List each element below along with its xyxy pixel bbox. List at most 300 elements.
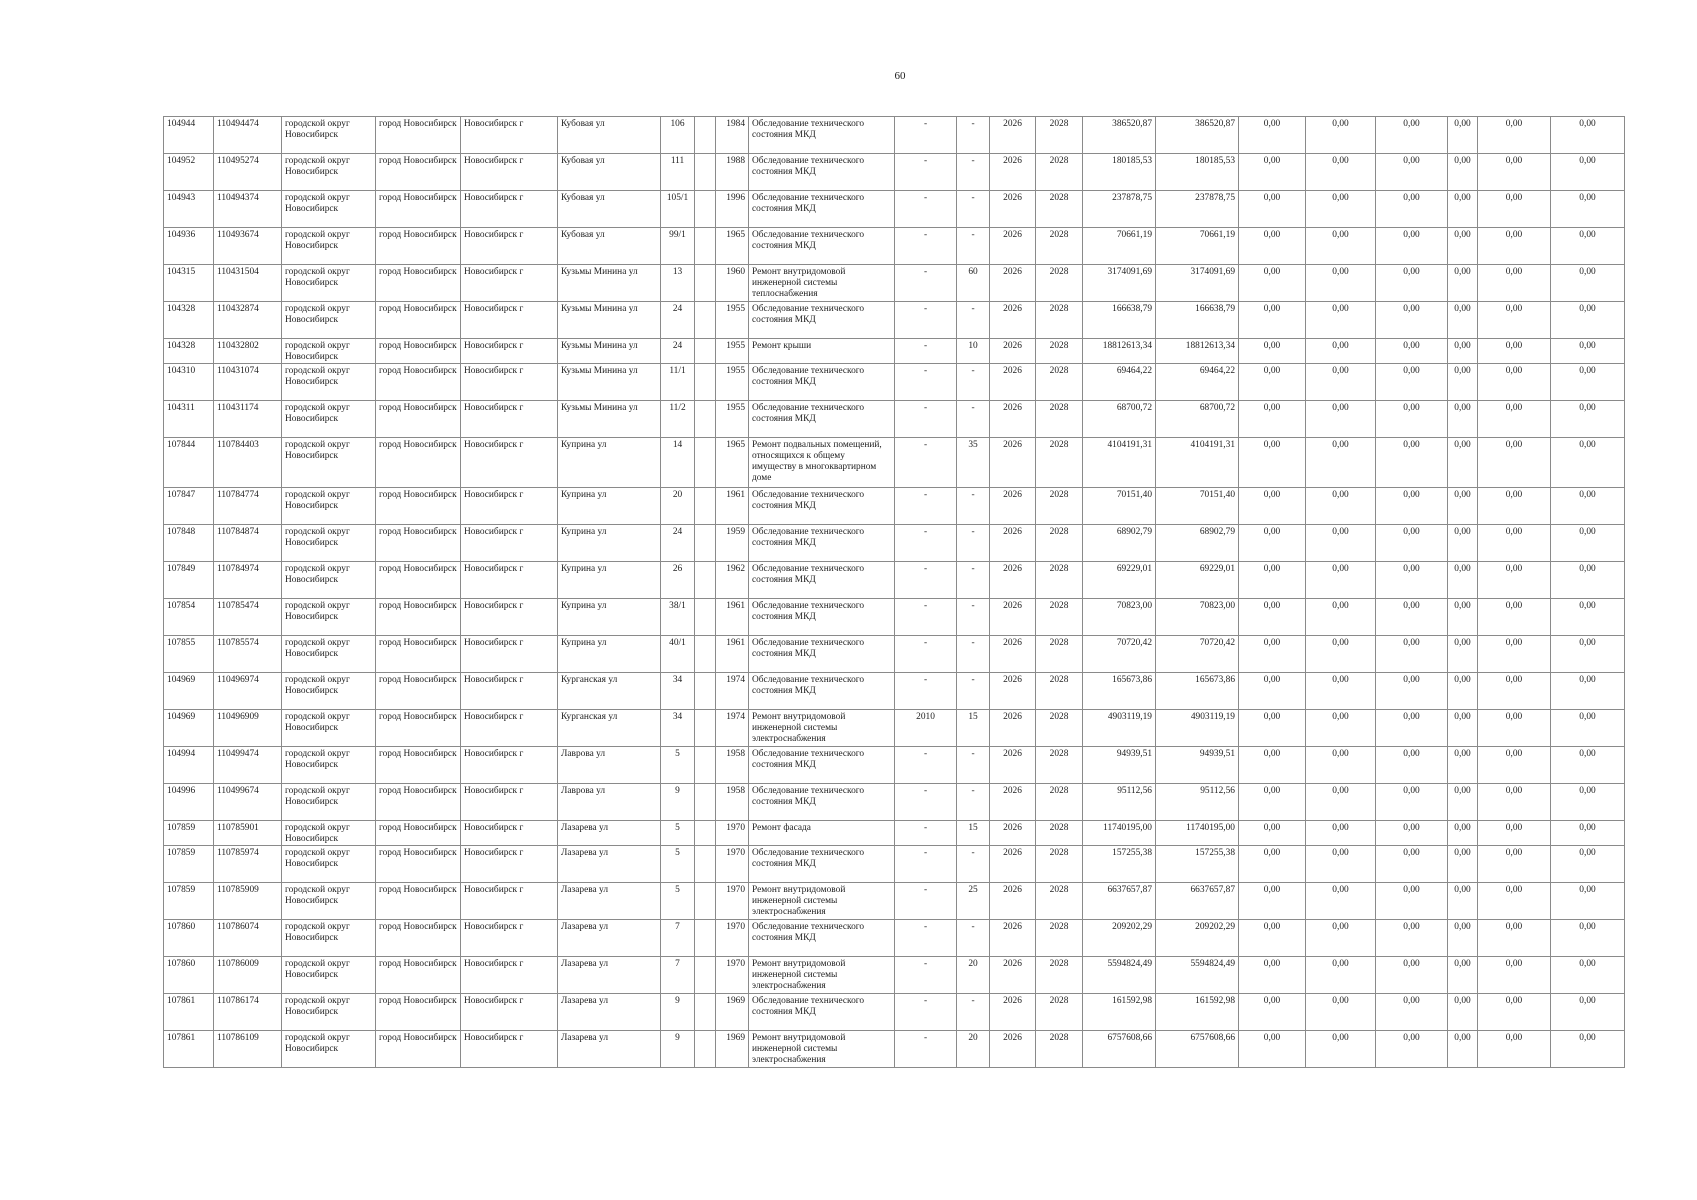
cell-regional-funds: 0,00 xyxy=(1306,265,1376,302)
cell-end-year: 2028 xyxy=(1036,821,1083,846)
cell-building xyxy=(695,154,716,191)
cell-work-code: 110499674 xyxy=(214,784,282,821)
cell-federal-funds: 0,00 xyxy=(1239,920,1306,957)
cell-local-funds: 0,00 xyxy=(1376,339,1448,364)
cell-reserve-funds: 0,00 xyxy=(1551,710,1625,747)
cell-settlement: город Новосибирск xyxy=(376,191,461,228)
cell-local-funds: 0,00 xyxy=(1376,957,1448,994)
cell-owner-funds: 0,00 xyxy=(1478,488,1551,525)
cell-work-type: Обследование технического состояния МКД xyxy=(749,228,895,265)
cell-building xyxy=(695,920,716,957)
cell-street: Лазарева ул xyxy=(558,1031,661,1068)
table-row xyxy=(164,599,1625,636)
cell-street: Лазарева ул xyxy=(558,920,661,957)
cell-regional-funds: 0,00 xyxy=(1306,673,1376,710)
table-row xyxy=(164,1031,1625,1068)
cell-work-code: 110431504 xyxy=(214,265,282,302)
cell-end-year: 2028 xyxy=(1036,673,1083,710)
table-row xyxy=(164,488,1625,525)
cell-local-funds: 0,00 xyxy=(1376,525,1448,562)
table-row xyxy=(164,636,1625,673)
cell-other-funds: 0,00 xyxy=(1448,302,1478,339)
cell-locality: Новосибирск г xyxy=(461,525,558,562)
cell-start-year: 2026 xyxy=(990,117,1036,154)
cell-sys-code: 104969 xyxy=(164,673,214,710)
cell-last-repair-year: - xyxy=(895,846,957,883)
table-row xyxy=(164,154,1625,191)
cell-street: Кубовая ул xyxy=(558,154,661,191)
cell-reserve-funds: 0,00 xyxy=(1551,302,1625,339)
cell-total-cost: 70151,40 xyxy=(1083,488,1156,525)
table-row xyxy=(164,994,1625,1031)
cell-regional-funds: 0,00 xyxy=(1306,784,1376,821)
cell-locality: Новосибирск г xyxy=(461,117,558,154)
cell-total-cost: 6637657,87 xyxy=(1083,883,1156,920)
cell-last-repair-year: - xyxy=(895,438,957,488)
cell-owner-funds: 0,00 xyxy=(1478,191,1551,228)
cell-work-code: 110499474 xyxy=(214,747,282,784)
cell-locality: Новосибирск г xyxy=(461,154,558,191)
cell-start-year: 2026 xyxy=(990,957,1036,994)
cell-regional-funds: 0,00 xyxy=(1306,488,1376,525)
cell-work-type: Обследование технического состояния МКД xyxy=(749,599,895,636)
cell-fund-cost: 180185,53 xyxy=(1156,154,1239,191)
cell-work-code: 110784874 xyxy=(214,525,282,562)
cell-end-year: 2028 xyxy=(1036,1031,1083,1068)
cell-locality: Новосибирск г xyxy=(461,747,558,784)
cell-building xyxy=(695,438,716,488)
cell-federal-funds: 0,00 xyxy=(1239,710,1306,747)
cell-other-funds: 0,00 xyxy=(1448,846,1478,883)
cell-municipal-district: городской округ Новосибирск xyxy=(282,1031,376,1068)
cell-sys-code: 104328 xyxy=(164,302,214,339)
cell-other-funds: 0,00 xyxy=(1448,438,1478,488)
cell-end-year: 2028 xyxy=(1036,562,1083,599)
cell-reserve-funds: 0,00 xyxy=(1551,401,1625,438)
cell-last-repair-year: 2010 xyxy=(895,710,957,747)
cell-end-year: 2028 xyxy=(1036,994,1083,1031)
cell-locality: Новосибирск г xyxy=(461,488,558,525)
cell-street: Лаврова ул xyxy=(558,784,661,821)
cell-total-cost: 165673,86 xyxy=(1083,673,1156,710)
cell-street: Лаврова ул xyxy=(558,747,661,784)
cell-work-type: Обследование технического состояния МКД xyxy=(749,302,895,339)
cell-work-type: Обследование технического состояния МКД xyxy=(749,673,895,710)
cell-reserve-funds: 0,00 xyxy=(1551,525,1625,562)
cell-federal-funds: 0,00 xyxy=(1239,747,1306,784)
cell-other-funds: 0,00 xyxy=(1448,525,1478,562)
cell-start-year: 2026 xyxy=(990,636,1036,673)
cell-municipal-district: городской округ Новосибирск xyxy=(282,265,376,302)
cell-owner-funds: 0,00 xyxy=(1478,883,1551,920)
cell-sys-code: 107849 xyxy=(164,562,214,599)
cell-reserve-funds: 0,00 xyxy=(1551,920,1625,957)
cell-federal-funds: 0,00 xyxy=(1239,401,1306,438)
cell-building xyxy=(695,784,716,821)
cell-settlement: город Новосибирск xyxy=(376,228,461,265)
cell-other-funds: 0,00 xyxy=(1448,401,1478,438)
cell-building xyxy=(695,821,716,846)
cell-last-repair-year: - xyxy=(895,562,957,599)
cell-sys-code: 107847 xyxy=(164,488,214,525)
cell-owner-funds: 0,00 xyxy=(1478,784,1551,821)
cell-year-built: 1958 xyxy=(716,784,749,821)
cell-house-number: 11/1 xyxy=(661,364,695,401)
cell-fund-cost: 237878,75 xyxy=(1156,191,1239,228)
cell-fund-cost: 94939,51 xyxy=(1156,747,1239,784)
cell-total-cost: 69464,22 xyxy=(1083,364,1156,401)
cell-regional-funds: 0,00 xyxy=(1306,117,1376,154)
cell-house-number: 105/1 xyxy=(661,191,695,228)
cell-last-repair-year: - xyxy=(895,994,957,1031)
cell-other-funds: 0,00 xyxy=(1448,488,1478,525)
cell-sys-code: 104936 xyxy=(164,228,214,265)
cell-sys-code: 104315 xyxy=(164,265,214,302)
cell-sys-code: 107859 xyxy=(164,846,214,883)
cell-federal-funds: 0,00 xyxy=(1239,339,1306,364)
cell-owner-funds: 0,00 xyxy=(1478,821,1551,846)
cell-sys-code: 104943 xyxy=(164,191,214,228)
cell-last-repair-year: - xyxy=(895,488,957,525)
cell-building xyxy=(695,401,716,438)
cell-sys-code: 104310 xyxy=(164,364,214,401)
cell-locality: Новосибирск г xyxy=(461,364,558,401)
table-row xyxy=(164,364,1625,401)
cell-house-number: 38/1 xyxy=(661,599,695,636)
cell-house-number: 14 xyxy=(661,438,695,488)
cell-sys-code: 107859 xyxy=(164,883,214,920)
cell-house-number: 106 xyxy=(661,117,695,154)
cell-work-code: 110494474 xyxy=(214,117,282,154)
cell-total-cost: 68700,72 xyxy=(1083,401,1156,438)
cell-owner-funds: 0,00 xyxy=(1478,265,1551,302)
cell-federal-funds: 0,00 xyxy=(1239,228,1306,265)
cell-municipal-district: городской округ Новосибирск xyxy=(282,488,376,525)
cell-locality: Новосибирск г xyxy=(461,339,558,364)
cell-local-funds: 0,00 xyxy=(1376,228,1448,265)
cell-sys-code: 104944 xyxy=(164,117,214,154)
cell-settlement: город Новосибирск xyxy=(376,302,461,339)
cell-building xyxy=(695,228,716,265)
cell-other-funds: 0,00 xyxy=(1448,154,1478,191)
cell-work-type: Ремонт внутридомовой инженерной системы электроснабжения xyxy=(749,883,895,920)
cell-other-funds: 0,00 xyxy=(1448,364,1478,401)
cell-owner-funds: 0,00 xyxy=(1478,117,1551,154)
cell-regional-funds: 0,00 xyxy=(1306,154,1376,191)
cell-house-number: 11/2 xyxy=(661,401,695,438)
cell-street: Куприна ул xyxy=(558,438,661,488)
cell-other-funds: 0,00 xyxy=(1448,784,1478,821)
cell-total-cost: 70720,42 xyxy=(1083,636,1156,673)
cell-owner-funds: 0,00 xyxy=(1478,302,1551,339)
cell-federal-funds: 0,00 xyxy=(1239,957,1306,994)
cell-locality: Новосибирск г xyxy=(461,710,558,747)
cell-total-cost: 94939,51 xyxy=(1083,747,1156,784)
cell-regional-funds: 0,00 xyxy=(1306,710,1376,747)
cell-federal-funds: 0,00 xyxy=(1239,784,1306,821)
table-row xyxy=(164,228,1625,265)
cell-owner-funds: 0,00 xyxy=(1478,846,1551,883)
cell-federal-funds: 0,00 xyxy=(1239,1031,1306,1068)
cell-last-repair-year: - xyxy=(895,1031,957,1068)
cell-wear-percent: - xyxy=(957,302,990,339)
cell-work-type: Обследование технического состояния МКД xyxy=(749,747,895,784)
cell-year-built: 1965 xyxy=(716,228,749,265)
cell-year-built: 1970 xyxy=(716,821,749,846)
table-row xyxy=(164,562,1625,599)
cell-regional-funds: 0,00 xyxy=(1306,562,1376,599)
cell-owner-funds: 0,00 xyxy=(1478,636,1551,673)
cell-year-built: 1996 xyxy=(716,191,749,228)
cell-end-year: 2028 xyxy=(1036,846,1083,883)
cell-street: Лазарева ул xyxy=(558,957,661,994)
cell-municipal-district: городской округ Новосибирск xyxy=(282,364,376,401)
cell-building xyxy=(695,364,716,401)
cell-wear-percent: 20 xyxy=(957,957,990,994)
cell-work-type: Обследование технического состояния МКД xyxy=(749,784,895,821)
cell-end-year: 2028 xyxy=(1036,710,1083,747)
table-row xyxy=(164,438,1625,488)
cell-last-repair-year: - xyxy=(895,636,957,673)
cell-sys-code: 107861 xyxy=(164,994,214,1031)
cell-last-repair-year: - xyxy=(895,821,957,846)
cell-locality: Новосибирск г xyxy=(461,784,558,821)
cell-other-funds: 0,00 xyxy=(1448,994,1478,1031)
cell-work-code: 110431074 xyxy=(214,364,282,401)
cell-owner-funds: 0,00 xyxy=(1478,339,1551,364)
cell-year-built: 1970 xyxy=(716,883,749,920)
cell-work-type: Ремонт внутридомовой инженерной системы электроснабжения xyxy=(749,957,895,994)
cell-work-type: Обследование технического состояния МКД xyxy=(749,994,895,1031)
cell-local-funds: 0,00 xyxy=(1376,1031,1448,1068)
cell-federal-funds: 0,00 xyxy=(1239,525,1306,562)
cell-regional-funds: 0,00 xyxy=(1306,525,1376,562)
cell-street: Куприна ул xyxy=(558,636,661,673)
cell-settlement: город Новосибирск xyxy=(376,265,461,302)
cell-start-year: 2026 xyxy=(990,673,1036,710)
cell-other-funds: 0,00 xyxy=(1448,673,1478,710)
cell-municipal-district: городской округ Новосибирск xyxy=(282,401,376,438)
cell-regional-funds: 0,00 xyxy=(1306,994,1376,1031)
cell-work-type: Ремонт внутридомовой инженерной системы теплоснабжения xyxy=(749,265,895,302)
cell-federal-funds: 0,00 xyxy=(1239,562,1306,599)
cell-building xyxy=(695,1031,716,1068)
cell-total-cost: 237878,75 xyxy=(1083,191,1156,228)
cell-local-funds: 0,00 xyxy=(1376,265,1448,302)
cell-sys-code: 104328 xyxy=(164,339,214,364)
cell-regional-funds: 0,00 xyxy=(1306,364,1376,401)
cell-year-built: 1961 xyxy=(716,636,749,673)
cell-municipal-district: городской округ Новосибирск xyxy=(282,710,376,747)
cell-work-code: 110785901 xyxy=(214,821,282,846)
cell-owner-funds: 0,00 xyxy=(1478,154,1551,191)
cell-reserve-funds: 0,00 xyxy=(1551,117,1625,154)
cell-work-type: Обследование технического состояния МКД xyxy=(749,846,895,883)
cell-settlement: город Новосибирск xyxy=(376,673,461,710)
cell-locality: Новосибирск г xyxy=(461,1031,558,1068)
cell-year-built: 1969 xyxy=(716,994,749,1031)
cell-reserve-funds: 0,00 xyxy=(1551,994,1625,1031)
cell-end-year: 2028 xyxy=(1036,117,1083,154)
cell-start-year: 2026 xyxy=(990,339,1036,364)
cell-street: Кузьмы Минина ул xyxy=(558,364,661,401)
cell-municipal-district: городской округ Новосибирск xyxy=(282,562,376,599)
cell-work-type: Обследование технического состояния МКД xyxy=(749,920,895,957)
cell-start-year: 2026 xyxy=(990,883,1036,920)
cell-total-cost: 68902,79 xyxy=(1083,525,1156,562)
cell-reserve-funds: 0,00 xyxy=(1551,821,1625,846)
cell-reserve-funds: 0,00 xyxy=(1551,846,1625,883)
cell-wear-percent: - xyxy=(957,747,990,784)
cell-last-repair-year: - xyxy=(895,154,957,191)
cell-federal-funds: 0,00 xyxy=(1239,364,1306,401)
cell-other-funds: 0,00 xyxy=(1448,920,1478,957)
cell-work-code: 110432874 xyxy=(214,302,282,339)
cell-last-repair-year: - xyxy=(895,920,957,957)
cell-local-funds: 0,00 xyxy=(1376,599,1448,636)
cell-end-year: 2028 xyxy=(1036,154,1083,191)
cell-wear-percent: - xyxy=(957,525,990,562)
cell-municipal-district: городской округ Новосибирск xyxy=(282,821,376,846)
cell-municipal-district: городской округ Новосибирск xyxy=(282,599,376,636)
cell-fund-cost: 3174091,69 xyxy=(1156,265,1239,302)
cell-wear-percent: 15 xyxy=(957,710,990,747)
cell-end-year: 2028 xyxy=(1036,920,1083,957)
table-row xyxy=(164,710,1625,747)
cell-owner-funds: 0,00 xyxy=(1478,710,1551,747)
cell-reserve-funds: 0,00 xyxy=(1551,339,1625,364)
cell-owner-funds: 0,00 xyxy=(1478,401,1551,438)
cell-sys-code: 107844 xyxy=(164,438,214,488)
cell-sys-code: 107860 xyxy=(164,920,214,957)
cell-work-type: Обследование технического состояния МКД xyxy=(749,401,895,438)
cell-fund-cost: 386520,87 xyxy=(1156,117,1239,154)
cell-regional-funds: 0,00 xyxy=(1306,957,1376,994)
cell-work-code: 110785474 xyxy=(214,599,282,636)
cell-work-type: Ремонт внутридомовой инженерной системы электроснабжения xyxy=(749,710,895,747)
cell-wear-percent: - xyxy=(957,191,990,228)
cell-sys-code: 107859 xyxy=(164,821,214,846)
cell-last-repair-year: - xyxy=(895,957,957,994)
cell-other-funds: 0,00 xyxy=(1448,191,1478,228)
cell-reserve-funds: 0,00 xyxy=(1551,957,1625,994)
cell-street: Кузьмы Минина ул xyxy=(558,265,661,302)
cell-settlement: город Новосибирск xyxy=(376,994,461,1031)
cell-start-year: 2026 xyxy=(990,228,1036,265)
repair-program-table xyxy=(163,116,1625,1068)
cell-regional-funds: 0,00 xyxy=(1306,302,1376,339)
cell-settlement: город Новосибирск xyxy=(376,364,461,401)
cell-end-year: 2028 xyxy=(1036,228,1083,265)
cell-local-funds: 0,00 xyxy=(1376,117,1448,154)
cell-reserve-funds: 0,00 xyxy=(1551,228,1625,265)
cell-municipal-district: городской округ Новосибирск xyxy=(282,747,376,784)
cell-locality: Новосибирск г xyxy=(461,994,558,1031)
cell-start-year: 2026 xyxy=(990,821,1036,846)
cell-municipal-district: городской округ Новосибирск xyxy=(282,154,376,191)
cell-work-code: 110494374 xyxy=(214,191,282,228)
cell-regional-funds: 0,00 xyxy=(1306,636,1376,673)
cell-municipal-district: городской округ Новосибирск xyxy=(282,636,376,673)
cell-local-funds: 0,00 xyxy=(1376,784,1448,821)
cell-house-number: 26 xyxy=(661,562,695,599)
cell-total-cost: 161592,98 xyxy=(1083,994,1156,1031)
cell-street: Куприна ул xyxy=(558,525,661,562)
cell-building xyxy=(695,710,716,747)
cell-house-number: 9 xyxy=(661,994,695,1031)
cell-municipal-district: городской округ Новосибирск xyxy=(282,920,376,957)
cell-regional-funds: 0,00 xyxy=(1306,438,1376,488)
cell-building xyxy=(695,562,716,599)
cell-fund-cost: 4104191,31 xyxy=(1156,438,1239,488)
cell-start-year: 2026 xyxy=(990,401,1036,438)
cell-locality: Новосибирск г xyxy=(461,302,558,339)
cell-year-built: 1955 xyxy=(716,339,749,364)
cell-wear-percent: - xyxy=(957,562,990,599)
cell-work-type: Обследование технического состояния МКД xyxy=(749,488,895,525)
cell-building xyxy=(695,302,716,339)
cell-settlement: город Новосибирск xyxy=(376,438,461,488)
table-row xyxy=(164,883,1625,920)
cell-year-built: 1959 xyxy=(716,525,749,562)
cell-street: Лазарева ул xyxy=(558,821,661,846)
cell-regional-funds: 0,00 xyxy=(1306,883,1376,920)
cell-street: Лазарева ул xyxy=(558,994,661,1031)
cell-house-number: 5 xyxy=(661,883,695,920)
cell-owner-funds: 0,00 xyxy=(1478,994,1551,1031)
cell-fund-cost: 68902,79 xyxy=(1156,525,1239,562)
cell-start-year: 2026 xyxy=(990,846,1036,883)
cell-local-funds: 0,00 xyxy=(1376,154,1448,191)
cell-fund-cost: 161592,98 xyxy=(1156,994,1239,1031)
cell-last-repair-year: - xyxy=(895,883,957,920)
cell-sys-code: 107848 xyxy=(164,525,214,562)
cell-house-number: 9 xyxy=(661,1031,695,1068)
cell-sys-code: 104969 xyxy=(164,710,214,747)
cell-municipal-district: городской округ Новосибирск xyxy=(282,339,376,364)
cell-total-cost: 386520,87 xyxy=(1083,117,1156,154)
cell-year-built: 1955 xyxy=(716,302,749,339)
cell-federal-funds: 0,00 xyxy=(1239,846,1306,883)
cell-municipal-district: городской округ Новосибирск xyxy=(282,117,376,154)
cell-fund-cost: 209202,29 xyxy=(1156,920,1239,957)
cell-settlement: город Новосибирск xyxy=(376,747,461,784)
cell-street: Лазарева ул xyxy=(558,846,661,883)
cell-federal-funds: 0,00 xyxy=(1239,636,1306,673)
table-row xyxy=(164,673,1625,710)
cell-house-number: 5 xyxy=(661,821,695,846)
cell-building xyxy=(695,747,716,784)
cell-federal-funds: 0,00 xyxy=(1239,302,1306,339)
cell-end-year: 2028 xyxy=(1036,747,1083,784)
cell-start-year: 2026 xyxy=(990,438,1036,488)
cell-settlement: город Новосибирск xyxy=(376,710,461,747)
cell-federal-funds: 0,00 xyxy=(1239,438,1306,488)
cell-work-code: 110786009 xyxy=(214,957,282,994)
cell-wear-percent: - xyxy=(957,636,990,673)
cell-house-number: 111 xyxy=(661,154,695,191)
table-row xyxy=(164,920,1625,957)
cell-building xyxy=(695,636,716,673)
cell-locality: Новосибирск г xyxy=(461,191,558,228)
cell-house-number: 24 xyxy=(661,302,695,339)
cell-last-repair-year: - xyxy=(895,302,957,339)
cell-municipal-district: городской округ Новосибирск xyxy=(282,302,376,339)
cell-reserve-funds: 0,00 xyxy=(1551,265,1625,302)
cell-municipal-district: городской округ Новосибирск xyxy=(282,673,376,710)
cell-owner-funds: 0,00 xyxy=(1478,562,1551,599)
cell-last-repair-year: - xyxy=(895,191,957,228)
